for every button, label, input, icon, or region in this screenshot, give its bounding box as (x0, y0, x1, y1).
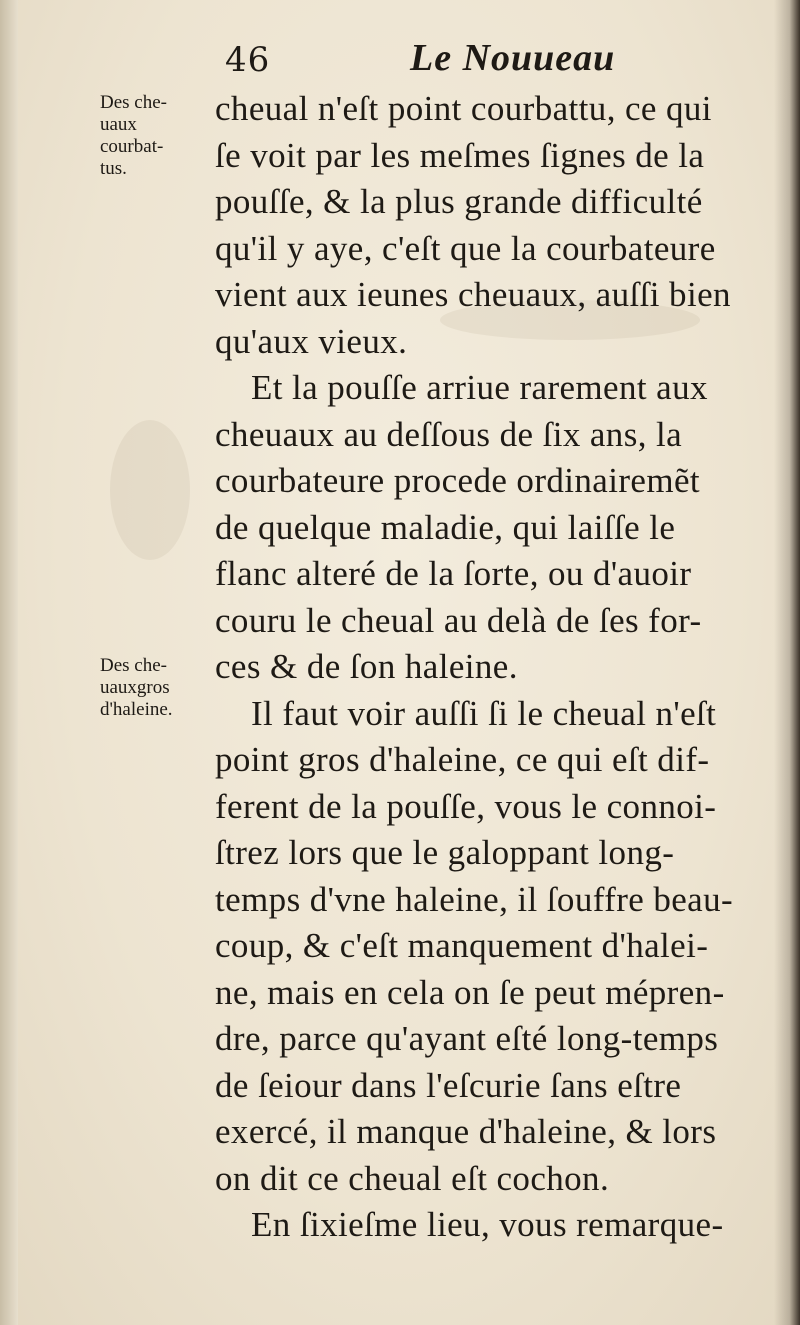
margin-note-line: d'haleine. (100, 699, 173, 720)
page-edge-shadow (774, 0, 800, 1325)
text-line: ferent de la pouſſe, vous le connoi- (215, 786, 717, 826)
margin-note-line: uaux (100, 114, 137, 135)
text-line: on dit ce cheual eſt cochon. (215, 1158, 610, 1198)
text-line: cheuaux au deſſous de ſix ans, la (215, 414, 683, 454)
text-line: vient aux ieunes cheuaux, auſſi bien (215, 275, 731, 314)
text-line: qu'il y aye, c'eſt que la courbateure (215, 228, 716, 268)
margin-note-gros-haleine (100, 655, 212, 721)
running-title: Le Nouueau (410, 37, 616, 79)
paper-stain (110, 420, 190, 560)
text-line: cheual n'eſt point courbattu, ce qui (215, 89, 712, 128)
paragraph-start-line: En ſixieſme lieu, vous remarque- (251, 1205, 724, 1244)
paragraph-start-line: Il faut voir auſſi ſi le cheual n'eſt (251, 693, 717, 733)
text-line: ſtrez lors que le galoppant long- (215, 833, 675, 872)
text-line: temps d'vne haleine, il ſouffre beau- (215, 879, 734, 919)
text-line: de ſeiour dans l'eſcurie ſans eſtre (215, 1065, 682, 1105)
text-line: pouſſe, & la plus grande difficulté (215, 182, 703, 221)
text-line: dre, parce qu'ayant eſté long-temps (215, 1019, 719, 1058)
text-line: ces & de ſon haleine. (215, 647, 518, 686)
text-line: coup, & c'eſt manquement d'halei- (215, 926, 709, 965)
body-text (215, 86, 775, 1249)
text-line: exercé, il manque d'haleine, & lors (215, 1112, 717, 1151)
margin-note-line: Des che- (100, 92, 167, 113)
margin-note-courbatus (100, 92, 212, 180)
page-number: 46 (225, 40, 271, 80)
margin-note-line: Des che- (100, 655, 167, 676)
text-line: courbateure procede ordinairemẽt (215, 461, 701, 500)
page-header (215, 32, 735, 82)
page-binding-shadow (0, 0, 18, 1325)
text-line: ſe voit par les meſmes ſignes de la (215, 135, 705, 175)
text-line: flanc alteré de la ſorte, ou d'auoir (215, 554, 692, 593)
text-line: point gros d'haleine, ce qui eſt dif- (215, 740, 710, 779)
margin-note-line: tus. (100, 158, 127, 179)
text-line: couru le cheual au delà de ſes for- (215, 600, 702, 640)
text-line: de quelque maladie, qui laiſſe le (215, 507, 676, 547)
margin-note-line: courbat- (100, 136, 164, 157)
text-line: qu'aux vieux. (215, 321, 408, 361)
text-line: ne, mais en cela on ſe peut mépren- (215, 972, 725, 1012)
paragraph-start-line: Et la pouſſe arriue rarement aux (251, 368, 708, 407)
margin-note-line: uauxgros (100, 677, 170, 698)
